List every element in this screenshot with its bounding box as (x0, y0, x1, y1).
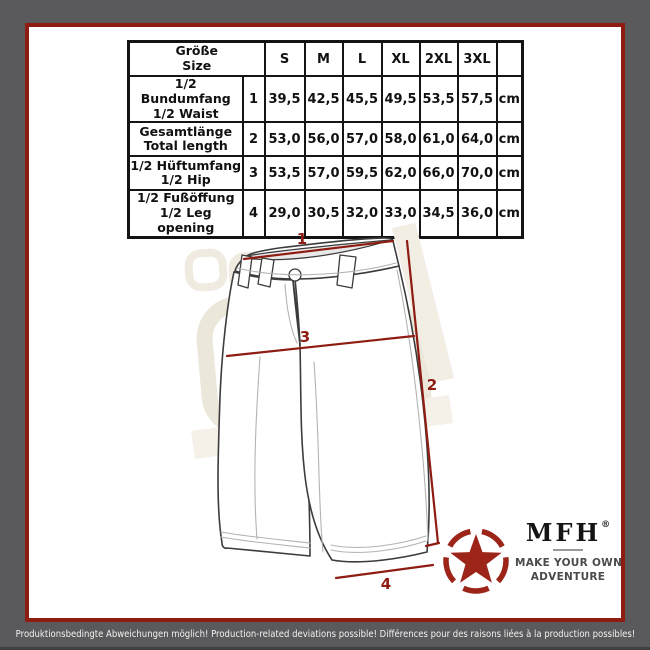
value-cell: 57,0 (343, 122, 382, 156)
footer-bar (0, 622, 650, 650)
value-cell: 32,0 (343, 190, 382, 237)
value-cell: 45,5 (343, 76, 382, 122)
size-col-s: S (265, 42, 305, 77)
value-cell: 53,5 (420, 76, 458, 122)
value-cell: 58,0 (382, 122, 420, 156)
value-cell: 59,5 (343, 156, 382, 190)
size-col-3xl: 3XL (458, 42, 497, 77)
disclaimer-text: Produktionsbedingte Abweichungen möglich! Production-related deviations possible! Différences pour des raisons liées à la production possibles! (15, 629, 635, 640)
shorts-front-leg (295, 266, 429, 562)
value-cell: 42,5 (305, 76, 343, 122)
value-cell: 30,5 (305, 190, 343, 237)
value-cell: 70,0 (458, 156, 497, 190)
label-de: 1/2 Hüftumfang (130, 157, 242, 173)
measure-number: 1 (243, 76, 265, 122)
value-cell: 64,0 (458, 122, 497, 156)
value-cell: 53,5 (265, 156, 305, 190)
brand-divider (553, 549, 583, 551)
label-en: 1/2 Waist (152, 105, 219, 121)
invasion-star-icon (443, 528, 510, 595)
brand-name-text: MFH (525, 518, 602, 547)
header-label-de: Größe (175, 43, 218, 59)
registered-mark: ® (601, 520, 611, 530)
measure-label-4: 4 (380, 575, 392, 593)
measure-label-1: 1 (296, 230, 308, 248)
value-cell: 56,0 (305, 122, 343, 156)
measure-number: 4 (243, 190, 265, 237)
brand-tagline-line1: MAKE YOUR OWN (515, 557, 623, 569)
size-col-xl: XL (382, 42, 420, 77)
shorts-drawing (218, 238, 429, 562)
size-col-2xl: 2XL (420, 42, 458, 77)
label-en: Total length (143, 138, 228, 154)
value-cell: 36,0 (458, 190, 497, 237)
content-panel (25, 23, 625, 622)
label-en: 1/2 Leg opening (157, 205, 215, 235)
label-de: 1/2 Fußöffung (136, 190, 235, 206)
value-cell: 29,0 (265, 190, 305, 237)
value-cell: 33,0 (382, 190, 420, 237)
brand-block (515, 518, 623, 584)
value-cell: 34,5 (420, 190, 458, 237)
measure-number: 3 (243, 156, 265, 190)
value-cell: 61,0 (420, 122, 458, 156)
measure-label-2: 2 (426, 376, 438, 394)
label-de: 1/2 Bundumfang (140, 76, 231, 106)
unit-cell: cm (497, 190, 523, 237)
label-en: 1/2 Hip (160, 172, 211, 188)
measure-label-3: 3 (299, 328, 311, 346)
header-label-en: Size (182, 58, 212, 73)
label-de: Gesamtlänge (139, 123, 233, 139)
unit-cell: cm (497, 122, 523, 156)
measure-number: 2 (243, 122, 265, 156)
size-col-l: L (343, 42, 382, 77)
value-cell: 66,0 (420, 156, 458, 190)
brand-name (515, 518, 621, 547)
value-cell: 39,5 (265, 76, 305, 122)
value-cell: 62,0 (382, 156, 420, 190)
value-cell: 53,0 (265, 122, 305, 156)
unit-cell: cm (497, 76, 523, 122)
size-col-m: M (305, 42, 343, 77)
value-cell: 57,0 (305, 156, 343, 190)
value-cell: 49,5 (382, 76, 420, 122)
brand-tagline-line2: ADVENTURE (530, 571, 606, 584)
unit-cell: cm (497, 156, 523, 190)
value-cell: 57,5 (458, 76, 497, 122)
